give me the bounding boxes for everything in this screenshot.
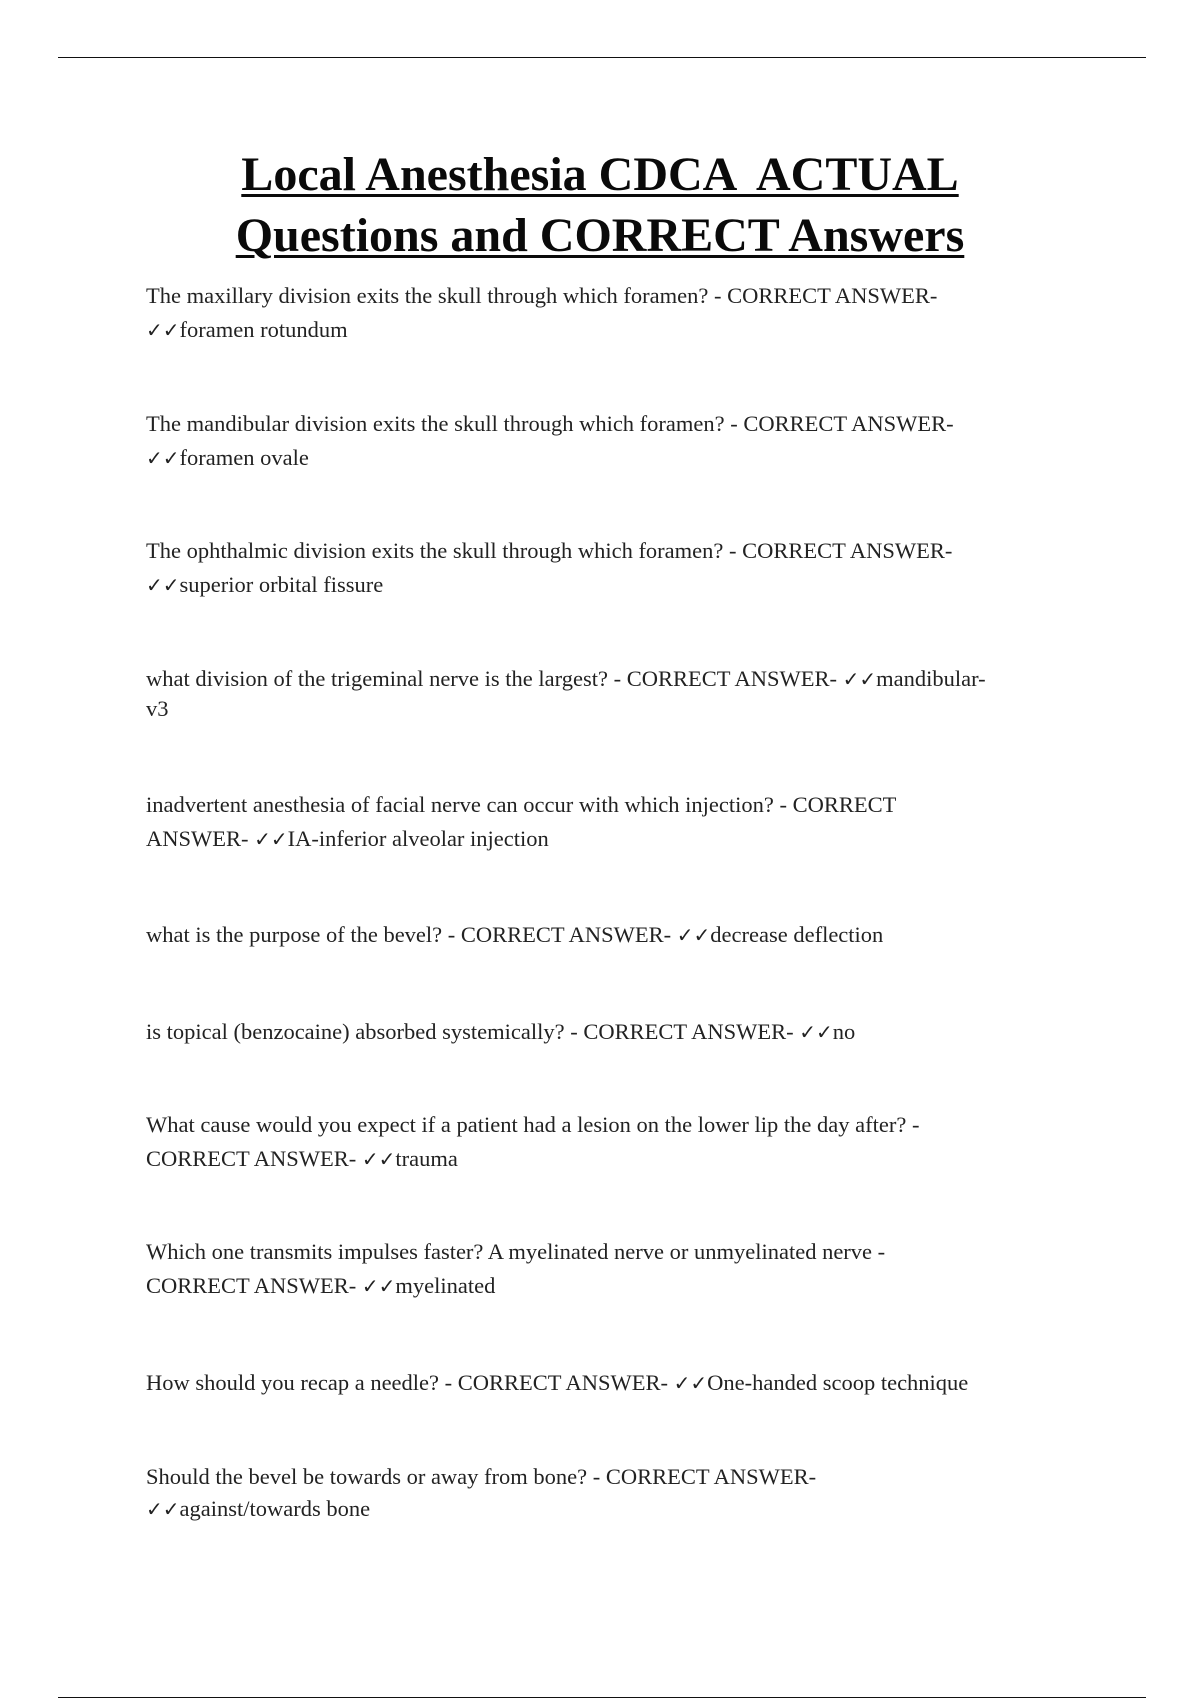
question-text: what division of the trigeminal nerve is the largest? - CORRECT ANSWER- <box>146 666 843 691</box>
question-text: is topical (benzocaine) absorbed systemically? - CORRECT ANSWER- <box>146 1019 800 1044</box>
answer-text: no <box>832 1019 856 1044</box>
question-text-continued: CORRECT ANSWER- <box>146 1273 362 1298</box>
qa-item <box>146 407 1066 475</box>
check-icon: ✓✓ <box>361 1147 396 1171</box>
document-title <box>0 144 1200 266</box>
qa-item <box>146 1108 1066 1176</box>
check-icon: ✓✓ <box>146 573 180 597</box>
answer-text: myelinated <box>395 1273 496 1298</box>
check-icon: ✓✓ <box>361 1274 396 1298</box>
question-text: How should you recap a needle? - CORRECT ANSWER- <box>146 1370 674 1395</box>
check-icon: ✓✓ <box>673 1371 708 1395</box>
check-icon: ✓✓ <box>842 667 877 691</box>
check-icon: ✓✓ <box>146 446 180 470</box>
check-icon: ✓✓ <box>146 1497 180 1521</box>
answer-text: decrease deflection <box>710 922 884 947</box>
qa-item <box>146 1015 1066 1049</box>
question-text: inadvertent anesthesia of facial nerve can occur with which injection? - CORRECT <box>146 792 897 817</box>
question-text: what is the purpose of the bevel? - CORRECT ANSWER- <box>146 922 677 947</box>
qa-item <box>146 788 1066 856</box>
question-text-continued: ANSWER- <box>146 826 255 851</box>
answer-text: mandibular- <box>876 666 986 691</box>
title-line-2: Questions and CORRECT Answers <box>235 209 965 262</box>
question-text: Should the bevel be towards or away from bone? - CORRECT ANSWER- <box>146 1464 817 1489</box>
answer-text: foramen ovale <box>179 445 309 470</box>
question-text: The ophthalmic division exits the skull through which foramen? - CORRECT ANSWER- <box>146 538 953 563</box>
check-icon: ✓✓ <box>799 1020 833 1044</box>
question-text: The mandibular division exits the skull through which foramen? - CORRECT ANSWER- <box>146 411 954 436</box>
check-icon: ✓✓ <box>676 923 711 947</box>
question-text-continued: CORRECT ANSWER- <box>146 1146 362 1171</box>
question-text: What cause would you expect if a patient had a lesion on the lower lip the day after? - <box>146 1112 920 1137</box>
qa-item <box>146 279 1066 347</box>
answer-text: foramen rotundum <box>179 317 348 342</box>
qa-item <box>146 664 1066 724</box>
check-icon: ✓✓ <box>254 827 288 851</box>
qa-item <box>146 1366 1066 1400</box>
check-icon: ✓✓ <box>146 318 180 342</box>
footer-rule <box>58 1697 1146 1698</box>
answer-text: One-handed scoop technique <box>707 1370 969 1395</box>
title-line-1: Local Anesthesia CDCA ACTUAL <box>241 148 959 201</box>
question-text: The maxillary division exits the skull through which foramen? - CORRECT ANSWER- <box>146 283 938 308</box>
qa-item <box>146 1461 1066 1525</box>
answer-text: trauma <box>395 1146 458 1171</box>
answer-text: against/towards bone <box>179 1496 371 1521</box>
answer-text: superior orbital fissure <box>179 572 384 597</box>
answer-text: IA-inferior alveolar injection <box>287 826 549 851</box>
question-text: Which one transmits impulses faster? A myelinated nerve or unmyelinated nerve - <box>146 1239 886 1264</box>
qa-item <box>146 534 1066 602</box>
header-rule <box>58 57 1146 58</box>
answer-text-continued: v3 <box>146 696 169 721</box>
qa-item <box>146 918 1066 952</box>
qa-item <box>146 1235 1066 1303</box>
